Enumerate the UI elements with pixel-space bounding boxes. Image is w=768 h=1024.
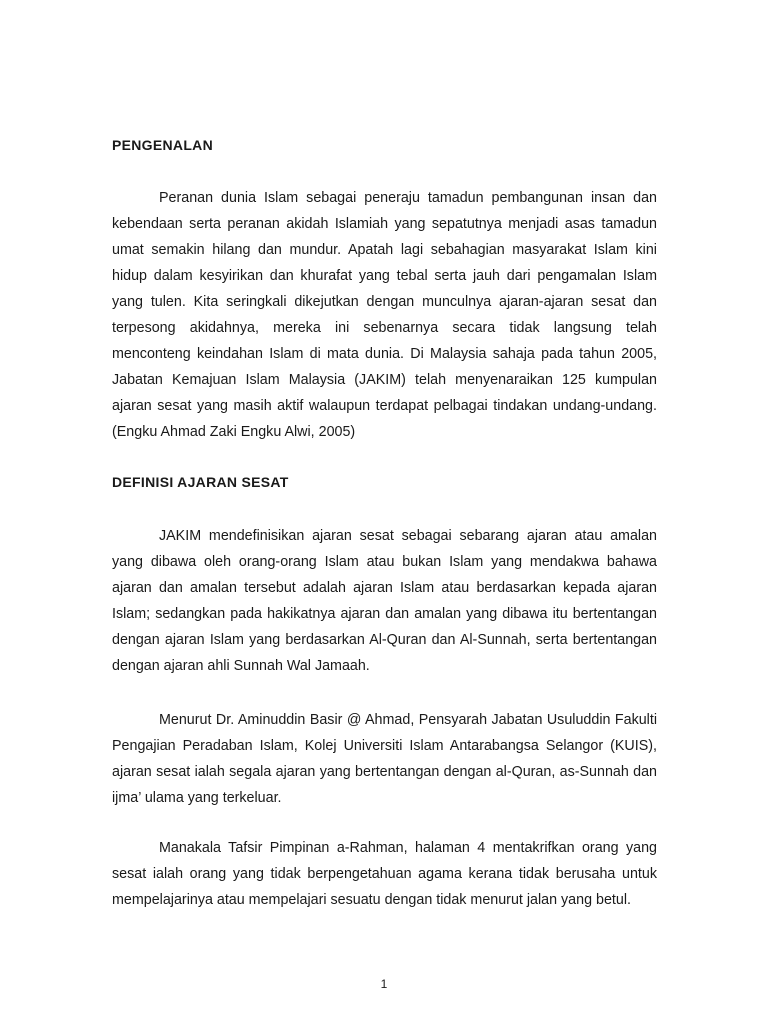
paragraph-definisi-tafsir: Manakala Tafsir Pimpinan a-Rahman, halaman 4 mentakrifkan orang yang sesat ialah orang yang tidak berpengetahuan agama kerana tidak berusaha untuk mempelajarinya atau mempelajari sesuatu dengan tidak menurut jalan yang betul. xyxy=(112,840,657,908)
section-heading-pengenalan: PENGENALAN xyxy=(112,137,214,153)
paragraph-pengenalan: Peranan dunia Islam sebagai peneraju tamadun pembangunan insan dan kebendaan serta peranan akidah Islamiah yang sepatutnya menjadi asas tamadun umat semakin hilang dan mundur. Apatah lagi sebahagian masyarakat Islam kini hidup dalam kesyirikan dan khurafat yang tebal serta jauh dari pengamalan Islam yang tulen. Kita seringkali dikejutkan dengan munculnya ajaran-ajaran sesat dan terpesong akidahnya, mereka ini sebenarnya secara tidak langsung telah menconteng keindahan Islam di mata dunia. Di Malaysia sahaja pada tahun 2005, Jabatan Kemajuan Islam Malaysia (JAKIM) telah menyenaraikan 125 kumpulan ajaran sesat yang masih aktif walaupun terdapat pelbagai tindakan undang-undang. (Engku Ahmad Zaki Engku Alwi, 2005) xyxy=(112,190,657,440)
page-number: 1 xyxy=(380,977,388,991)
paragraph-definisi-jakim: JAKIM mendefinisikan ajaran sesat sebagai sebarang ajaran atau amalan yang dibawa oleh orang-orang Islam atau bukan Islam yang mendakwa bahawa ajaran dan amalan tersebut adalah ajaran Islam atau berdasarkan kepada ajaran Islam; sedangkan pada hakikatnya ajaran dan amalan yang dibawa itu bertentangan dengan ajaran Islam yang berdasarkan Al-Quran dan Al-Sunnah, serta bertentangan dengan ajaran ahli Sunnah Wal Jamaah. xyxy=(112,528,657,674)
section-heading-definisi: DEFINISI AJARAN SESAT xyxy=(112,474,289,490)
paragraph-definisi-aminuddin: Menurut Dr. Aminuddin Basir @ Ahmad, Pensyarah Jabatan Usuluddin Fakulti Pengajian Peradaban Islam, Kolej Universiti Islam Antarabangsa Selangor (KUIS), ajaran sesat ialah segala ajaran yang bertentangan dengan al-Quran, as-Sunnah dan ijma’ ulama yang terkeluar. xyxy=(112,712,657,806)
